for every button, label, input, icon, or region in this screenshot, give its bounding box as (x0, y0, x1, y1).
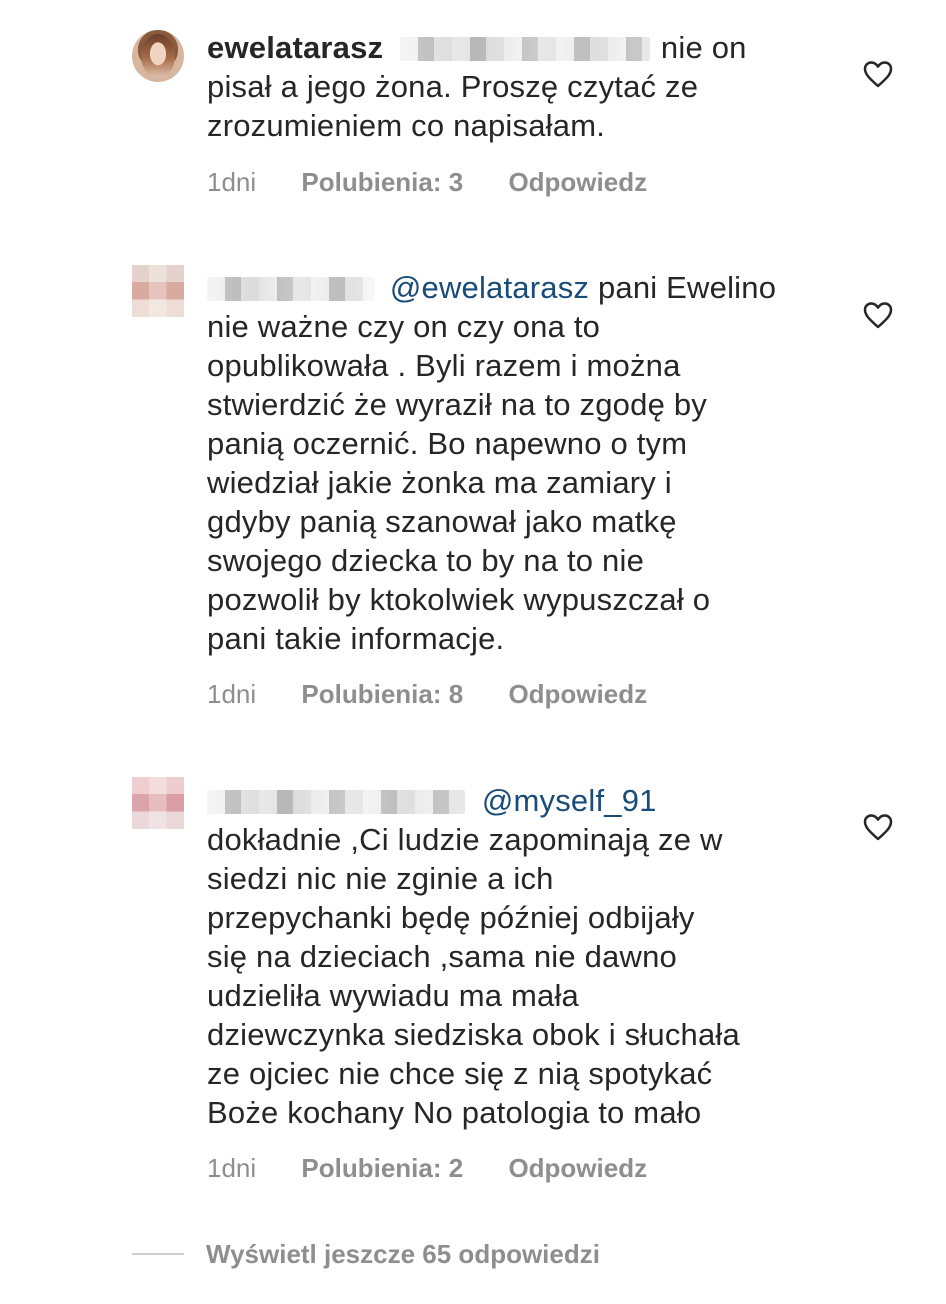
likes-count[interactable]: Polubienia: 2 (301, 1153, 464, 1183)
comment-first-line (207, 28, 817, 67)
comment-line-6: wiedział jakie żonka ma zamiary i (207, 465, 672, 500)
blurred-username (207, 790, 465, 814)
avatar[interactable] (132, 30, 184, 82)
comment-line-10: pani takie informacje. (207, 621, 505, 656)
comment-line-3: opublikowała . Byli razem i można (207, 348, 681, 383)
comment-age: 1dni (207, 679, 257, 709)
comment-line-1: pani Ewelino (597, 270, 777, 305)
mention-link[interactable]: @myself_91 (481, 783, 657, 818)
blurred-mention (400, 37, 650, 61)
reply-button[interactable]: Odpowiedz (508, 1153, 648, 1183)
comment-text (207, 28, 817, 145)
comment-text (207, 781, 817, 1132)
heart-icon[interactable] (862, 813, 894, 841)
comment-line-8: swojego dziecka to by na to nie (207, 543, 645, 578)
avatar[interactable] (132, 777, 184, 829)
likes-count[interactable]: Polubienia: 8 (301, 679, 464, 709)
comment-meta (207, 166, 685, 198)
username[interactable]: ewelatarasz (207, 30, 384, 65)
comment-line-1: dokładnie ,Ci ludzie zapominają ze w (207, 822, 723, 857)
comment-text (207, 268, 817, 658)
avatar[interactable] (132, 265, 184, 317)
comment-line-3: zrozumieniem co napisałam. (207, 108, 606, 143)
likes-count[interactable]: Polubienia: 3 (301, 167, 464, 197)
comment-line-8: Boże kochany No patologia to mało (207, 1095, 702, 1130)
comment-line-7: gdyby panią szanował jako matkę (207, 504, 677, 539)
comment-line-5: panią oczernić. Bo napewno o tym (207, 426, 688, 461)
comment-line-6: dziewczynka siedziska obok i słuchała (207, 1017, 740, 1052)
heart-icon[interactable] (862, 60, 894, 88)
comment-meta (207, 1152, 685, 1184)
more-replies-label: Wyświetl jeszcze 65 odpowiedzi (206, 1238, 600, 1269)
comment-first-line (207, 268, 817, 307)
comment-age: 1dni (207, 167, 257, 197)
heart-icon[interactable] (862, 301, 894, 329)
view-more-replies-button[interactable] (132, 1236, 692, 1272)
comment-line-2: siedzi nic nie zginie a ich (207, 861, 554, 896)
more-replies-divider (132, 1253, 184, 1255)
comment-line-2: nie ważne czy on czy ona to (207, 309, 601, 344)
blurred-username (207, 277, 375, 301)
mention-link[interactable]: @ewelatarasz (389, 270, 590, 305)
comment-line-3: przepychanki będę później odbijały (207, 900, 695, 935)
comment-meta (207, 678, 685, 710)
comment-line-4: stwierdzić że wyraził na to zgodę by (207, 387, 707, 422)
comment-line-4: się na dzieciach ,sama nie dawno (207, 939, 677, 974)
comment-line-2: pisał a jego żona. Proszę czytać ze (207, 69, 699, 104)
comment-age: 1dni (207, 1153, 257, 1183)
comment-first-line (207, 781, 817, 820)
comment-line-5: udzieliła wywiadu ma mała (207, 978, 579, 1013)
comment-line-9: pozwolił by ktokolwiek wypuszczał o (207, 582, 711, 617)
reply-button[interactable]: Odpowiedz (508, 167, 648, 197)
comment-line-7: ze ojciec nie chce się z nią spotykać (207, 1056, 713, 1091)
comment-line-1: nie on (660, 30, 747, 65)
reply-button[interactable]: Odpowiedz (508, 679, 648, 709)
